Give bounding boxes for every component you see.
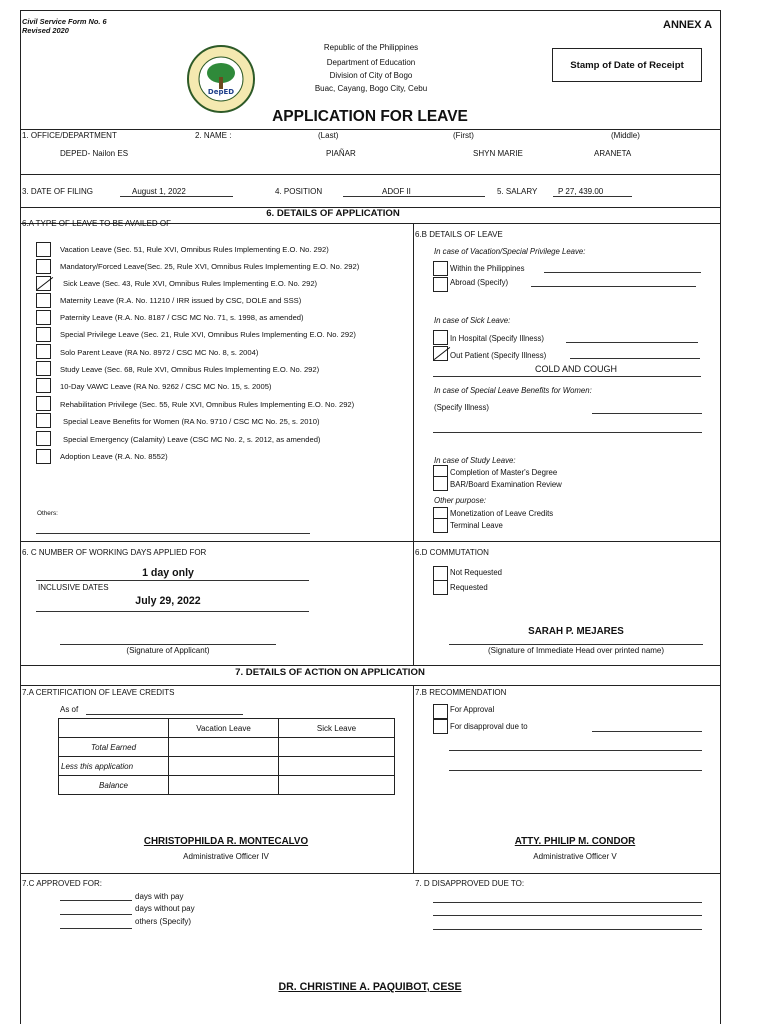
frame-top (20, 10, 720, 11)
sick-total-earned-cell[interactable] (279, 738, 395, 757)
head-signature-line (449, 644, 703, 645)
leave-type-label: Special Privilege Leave (Sec. 21, Rule XVI, Omnibus Rules Implementing E.O. No. 292) (60, 330, 356, 339)
head-signature-caption: (Signature of Immediate Head over printed name) (487, 646, 665, 655)
days-with-pay-label: days with pay (135, 892, 184, 901)
inclusive-dates-label: INCLUSIVE DATES (38, 583, 109, 592)
monetization-label: Monetization of Leave Credits (450, 509, 554, 518)
divider (20, 685, 720, 686)
last-name-label: (Last) (318, 131, 339, 140)
filing-date-label: 3. DATE OF FILING (22, 187, 93, 196)
leave-type-label: Maternity Leave (R.A. No. 11210 / IRR issued by CSC, DOLE and SSS) (60, 296, 302, 305)
sick-heading: In case of Sick Leave: (434, 316, 511, 325)
sick-column-header: Sick Leave (279, 719, 395, 738)
leave-type-label: Rehabilitation Privilege (Sec. 55, Rule XVI, Omnibus Rules Implementing E.O. No. 292) (60, 400, 355, 409)
underline (36, 580, 309, 581)
bar-review-label: BAR/Board Examination Review (450, 480, 562, 489)
leave-type-label: 10-Day VAWC Leave (RA No. 9262 / CSC MC No. 15, s. 2005) (60, 382, 272, 391)
leave-type-label: Mandatory/Forced Leave(Sec. 25, Rule XVI, Omnibus Rules Implementing E.O. No. 292) (60, 262, 360, 271)
section-7a-title: 7.A CERTIFICATION OF LEAVE CREDITS (22, 688, 175, 697)
in-hospital-label: In Hospital (Specify Illness) (450, 334, 545, 343)
column-divider (413, 685, 414, 873)
vacation-less-cell[interactable] (169, 757, 279, 776)
for-disapproval-checkbox[interactable] (433, 719, 448, 734)
sick-leave-checkbox[interactable] (36, 276, 51, 291)
leave-credits-table (58, 718, 395, 795)
applicant-signature-line (60, 644, 276, 645)
underline (60, 914, 132, 915)
vacation-total-earned-cell[interactable] (169, 738, 279, 757)
section-7c-title: 7.C APPROVED FOR: (22, 879, 103, 888)
frame-left (20, 10, 21, 1024)
underline (433, 376, 701, 377)
masters-label: Completion of Master's Degree (450, 468, 558, 477)
for-disapproval-label: For disapproval due to (450, 722, 528, 731)
study-leave-checkbox[interactable] (36, 361, 51, 376)
middle-name-value[interactable]: ARANETA (594, 149, 632, 158)
leave-type-label: Adoption Leave (R.A. No. 8552) (60, 452, 168, 461)
divider (20, 665, 720, 666)
leave-type-label: Paternity Leave (R.A. No. 8187 / CSC MC No. 71, s. 1998, as amended) (60, 313, 304, 322)
position-value[interactable]: ADOF II (382, 187, 411, 196)
filing-date-value[interactable]: August 1, 2022 (132, 187, 186, 196)
address-text: Buac, Cayang, Bogo City, Cebu (314, 84, 428, 93)
divider (20, 129, 720, 130)
women-heading: In case of Special Leave Benefits for Women: (434, 386, 592, 395)
underline (433, 929, 702, 930)
abroad-label: Abroad (Specify) (450, 278, 509, 287)
vawc-leave-checkbox[interactable] (36, 378, 51, 393)
immediate-head-name: SARAH P. MEJARES (528, 626, 624, 637)
inclusive-dates-value[interactable]: July 29, 2022 (135, 595, 201, 607)
others-specify-label: others (Specify) (135, 917, 192, 926)
solo-parent-leave-checkbox[interactable] (36, 344, 51, 359)
republic-text: Republic of the Philippines (323, 43, 419, 52)
column-divider (413, 223, 414, 542)
not-requested-label: Not Requested (450, 568, 503, 577)
division-text: Division of City of Bogo (329, 71, 413, 80)
vacation-balance-cell[interactable] (169, 776, 279, 795)
leave-type-label: Vacation Leave (Sec. 51, Rule XVI, Omnibus Rules Implementing E.O. No. 292) (60, 245, 329, 254)
leave-type-label: Solo Parent Leave (RA No. 8972 / CSC MC No. 8, s. 2004) (60, 348, 259, 357)
section-7d-title: 7. D DISAPPROVED DUE TO: (415, 879, 525, 888)
illness-value[interactable]: COLD AND COUGH (534, 364, 618, 374)
column-divider (413, 541, 414, 665)
mandatory-leave-checkbox[interactable] (36, 259, 51, 274)
salary-label: 5. SALARY (497, 187, 538, 196)
abroad-checkbox[interactable] (433, 277, 448, 292)
stamp-box (552, 48, 702, 82)
svg-text:DepED: DepED (207, 88, 235, 96)
underline (449, 750, 702, 751)
underline (433, 432, 702, 433)
section-6a-title-clip (21, 219, 413, 230)
middle-name-label: (Middle) (611, 131, 640, 140)
recommender-name: ATTY. PHILIP M. CONDOR (514, 836, 636, 847)
last-name-value[interactable]: PIAÑAR (326, 149, 356, 158)
divider (20, 174, 720, 175)
leave-type-label: Special Emergency (Calamity) Leave (CSC MC No. 2, s. 2012, as amended) (63, 435, 321, 444)
department-text: Department of Education (326, 58, 416, 67)
divider (20, 541, 720, 542)
certifier-title: Administrative Officer IV (183, 852, 269, 861)
name-label: 2. NAME : (195, 131, 232, 140)
row-label: Total Earned (59, 738, 169, 757)
not-requested-checkbox[interactable] (433, 566, 448, 581)
women-leave-checkbox[interactable] (36, 413, 51, 428)
divider (20, 873, 720, 874)
stamp-label: Stamp of Date of Receipt (570, 59, 684, 71)
section-6b-title: 6.B DETAILS OF LEAVE (415, 230, 503, 239)
calamity-leave-checkbox[interactable] (36, 431, 51, 446)
special-privilege-leave-checkbox[interactable] (36, 327, 51, 342)
out-patient-checkbox[interactable] (433, 346, 448, 361)
others-label: Others: (37, 510, 58, 517)
table-corner (59, 719, 169, 738)
underline (592, 413, 702, 414)
adoption-leave-checkbox[interactable] (36, 449, 51, 464)
other-purpose-heading: Other purpose: (434, 496, 487, 505)
underline (570, 358, 700, 359)
working-days-value[interactable]: 1 day only (142, 567, 194, 579)
underline (120, 196, 233, 197)
applicant-signature-caption: (Signature of Applicant) (126, 646, 210, 655)
underline (553, 196, 632, 197)
underline (36, 611, 309, 612)
sick-balance-cell[interactable] (279, 776, 395, 795)
study-heading: In case of Study Leave: (434, 456, 516, 465)
office-label: 1. OFFICE/DEPARTMENT (22, 131, 117, 140)
underline (544, 272, 701, 273)
leave-type-label: Special Leave Benefits for Women (RA No. 9710 / CSC MC No. 25, s. 2010) (63, 417, 320, 426)
annex-label: ANNEX A (663, 19, 713, 31)
table-row (59, 757, 395, 776)
underline (60, 900, 132, 901)
first-name-value[interactable]: SHYN MARIE (473, 149, 523, 158)
vacation-heading: In case of Vacation/Special Privilege Leave: (434, 247, 586, 256)
underline (531, 286, 696, 287)
for-approval-checkbox[interactable] (433, 704, 448, 719)
paternity-leave-checkbox[interactable] (36, 310, 51, 325)
position-label: 4. POSITION (275, 187, 323, 196)
approver-name: DR. CHRISTINE A. PAQUIBOT, CESE (278, 981, 462, 993)
for-approval-label: For Approval (450, 705, 495, 714)
vacation-column-header: Vacation Leave (169, 719, 279, 738)
sick-less-cell[interactable] (279, 757, 395, 776)
section-6a-title: 6.A TYPE OF LEAVE TO BE AVAILED OF (22, 219, 171, 228)
underline (433, 902, 702, 903)
section-7-title: 7. DETAILS OF ACTION ON APPLICATION (235, 667, 425, 678)
as-of-line (86, 714, 243, 715)
salary-value[interactable]: P 27, 439.00 (558, 187, 604, 196)
in-hospital-checkbox[interactable] (433, 330, 448, 345)
section-6-title: 6. DETAILS OF APPLICATION (266, 208, 400, 219)
within-philippines-label: Within the Philippines (450, 264, 525, 273)
deped-seal-logo (186, 44, 256, 114)
bar-review-checkbox[interactable] (433, 476, 448, 491)
recommender-title: Administrative Officer V (533, 852, 617, 861)
underline (433, 915, 702, 916)
frame-right (720, 10, 721, 1024)
certifier-name: CHRISTOPHILDA R. MONTECALVO (143, 836, 309, 847)
office-value[interactable]: DEPED- Nailon ES (60, 149, 129, 158)
terminal-leave-label: Terminal Leave (450, 521, 503, 530)
form-revised: Revised 2020 (22, 26, 69, 35)
first-name-label: (First) (453, 131, 474, 140)
row-label: Less this application (59, 757, 169, 776)
leave-type-label: Sick Leave (Sec. 43, Rule XVI, Omnibus Rules Implementing E.O. No. 292) (63, 279, 318, 288)
section-7b-title: 7.B RECOMMENDATION (415, 688, 507, 697)
form-number: Civil Service Form No. 6 (22, 17, 107, 26)
out-patient-label: Out Patient (Specify Illness) (450, 351, 547, 360)
table-row (59, 776, 395, 795)
underline (60, 928, 132, 929)
underline (592, 731, 702, 732)
leave-type-label: Study Leave (Sec. 68, Rule XVI, Omnibus Rules Implementing E.O. No. 292) (60, 365, 320, 374)
as-of-label: As of (60, 705, 79, 714)
section-6d-title: 6.D COMMUTATION (415, 548, 489, 557)
terminal-leave-checkbox[interactable] (433, 518, 448, 533)
form-title: APPLICATION FOR LEAVE (272, 108, 468, 125)
requested-label: Requested (450, 583, 488, 592)
requested-checkbox[interactable] (433, 580, 448, 595)
others-line (36, 533, 310, 534)
rehabilitation-leave-checkbox[interactable] (36, 396, 51, 411)
specify-illness-label: (Specify Illness) (434, 403, 490, 412)
section-6c-title: 6. C NUMBER OF WORKING DAYS APPLIED FOR (22, 548, 207, 557)
table-row (59, 738, 395, 757)
underline (566, 342, 698, 343)
underline (343, 196, 485, 197)
row-label: Balance (59, 776, 169, 795)
underline (449, 770, 702, 771)
vacation-leave-checkbox[interactable] (36, 242, 51, 257)
within-philippines-checkbox[interactable] (433, 261, 448, 276)
days-without-pay-label: days without pay (135, 904, 195, 913)
maternity-leave-checkbox[interactable] (36, 293, 51, 308)
